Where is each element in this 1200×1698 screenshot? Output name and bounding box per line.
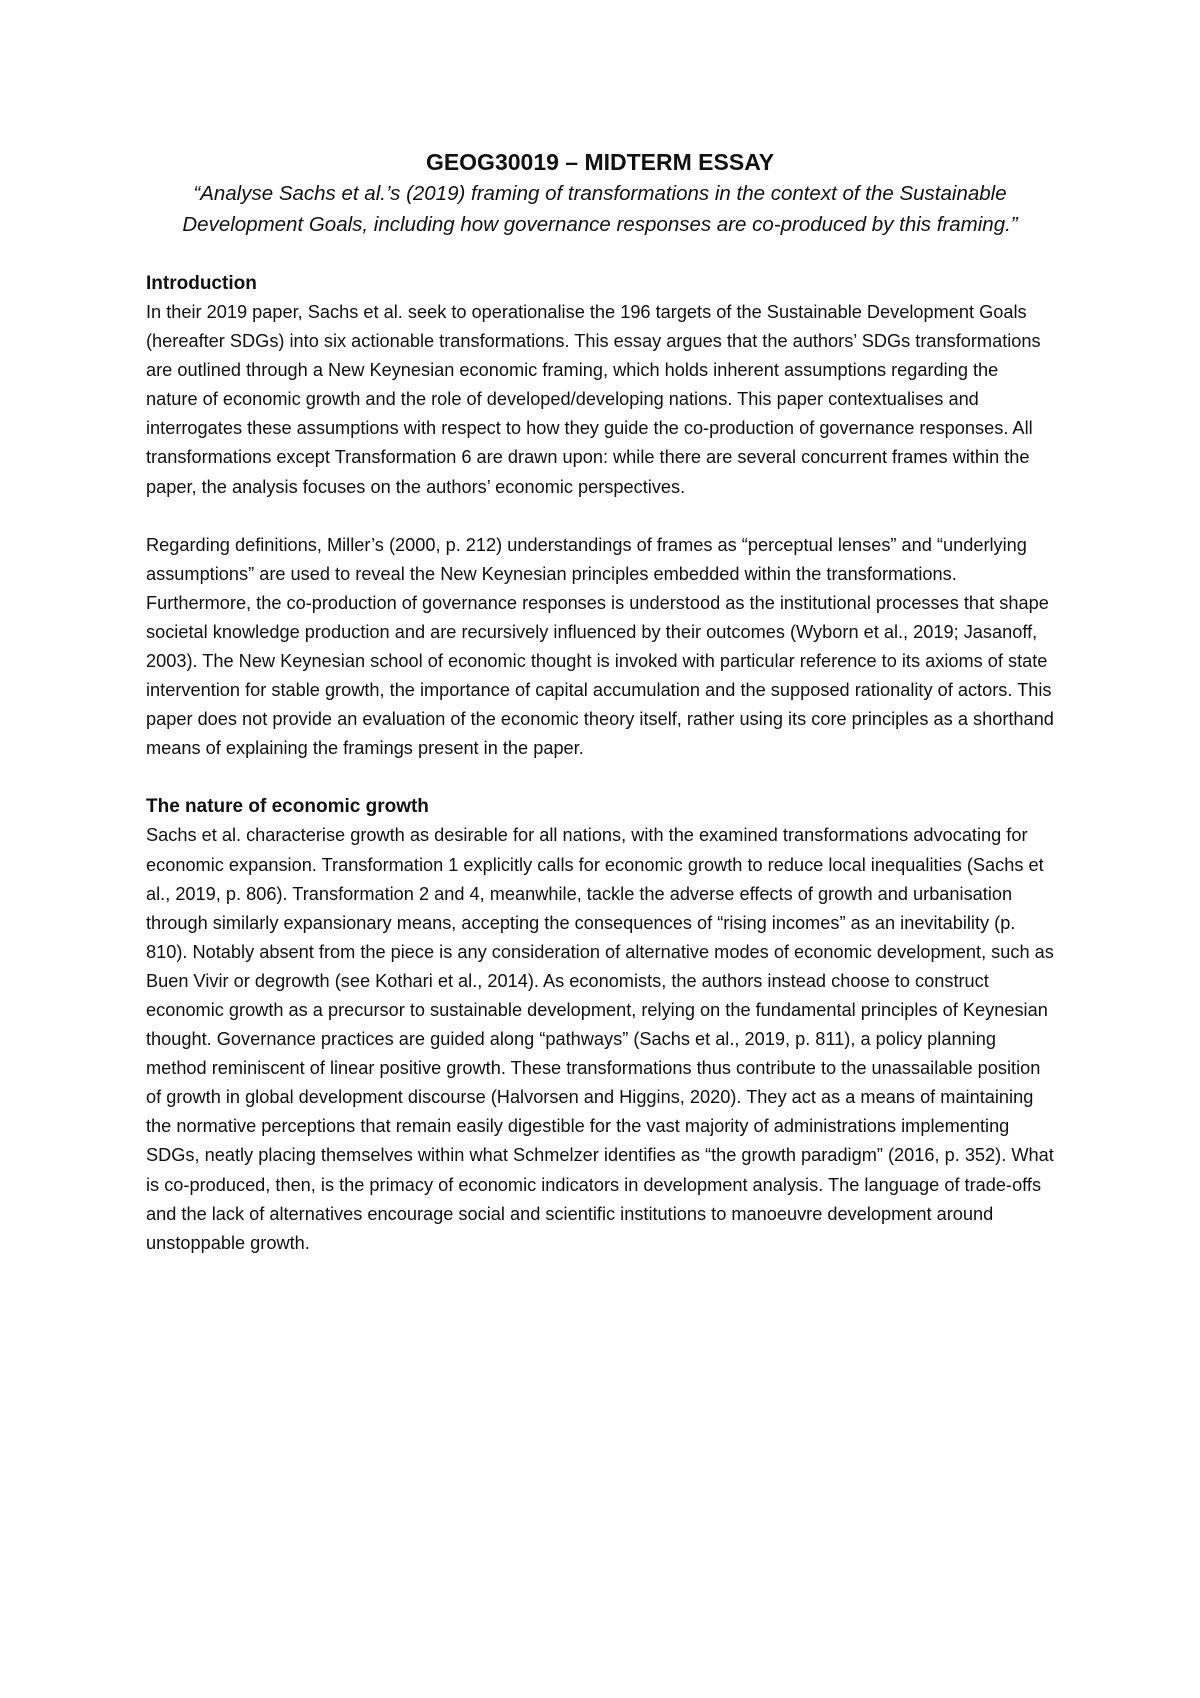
paragraph: Sachs et al. characterise growth as desirable for all nations, with the examined transformations advocating for economic expansion. Transformation 1 explicitly calls for economic growth to reduce local inequalities (Sachs et al., 2019, p. 806). Transformation 2 and 4, meanwhile, tackle the adverse effects of growth and urbanisation through similarly expansionary means, accepting the consequences of “rising incomes” as an inevitability (p. 810). Notably absent from the piece is any consideration of alternative modes of economic development, such as Buen Vivir or degrowth (see Kothari et al., 2014). As economists, the authors instead choose to construct economic growth as a precursor to sustainable development, relying on the fundamental principles of Keynesian thought. Governance practices are guided along “pathways” (Sachs et al., 2019, p. 811), a policy planning method reminiscent of linear positive growth. These transformations thus contribute to the unassailable position of growth in global development discourse (Halvorsen and Higgins, 2020). They act as a means of maintaining the normative perceptions that remain easily digestible for the vast majority of administrations implementing SDGs, neatly placing themselves within what Schmelzer identifies as “the growth paradigm” (2016, p. 352). What is co-produced, then, is the primacy of economic indicators in development analysis. The language of trade-offs and the lack of alternatives encourage social and scientific institutions to manoeuvre development around unstoppable growth. [146, 825, 1054, 1253]
essay-question: “Analyse Sachs et al.’s (2019) framing of transformations in the context of the Sustainable Development Goals, including how governance responses are co-produced by this framing.” [182, 182, 1018, 236]
spacer [146, 240, 1054, 269]
section-introduction [146, 269, 1054, 763]
paragraph: Regarding definitions, Miller’s (2000, p. 212) understandings of frames as “perceptual lenses” and “underlying assumptions” are used to reveal the New Keynesian principles embedded within the transformations. Furthermore, the co-production of governance responses is understood as the institutional processes that shape societal knowledge production and are recursively influenced by their outcomes (Wyborn et al., 2019; Jasanoff, 2003). The New Keynesian school of economic thought is invoked with particular reference to its axioms of state intervention for stable growth, the importance of capital accumulation and the supposed rationality of actors. This paper does not provide an evaluation of the economic theory itself, rather using its core principles as a shorthand means of explaining the framings present in the paper. [146, 534, 1054, 759]
section-heading: The nature of economic growth [146, 796, 429, 818]
section-economic-growth [146, 792, 1054, 1257]
spacer [146, 763, 1054, 792]
spacer [146, 502, 1054, 531]
section-heading: Introduction [146, 273, 257, 294]
document-title: GEOG30019 – MIDTERM ESSAY [425, 149, 775, 175]
paragraph: In their 2019 paper, Sachs et al. seek to operationalise the 196 targets of the Sustainable Development Goals (hereafter SDGs) into six actionable transformations. This essay argues that the authors’ SDGs transformations are outlined through a New Keynesian economic framing, which holds inherent assumptions regarding the nature of economic growth and the role of developed/developing nations. This paper contextualises and interrogates these assumptions with respect to how they guide the co-production of governance responses. All transformations except Transformation 6 are drawn upon: while there are several concurrent frames within the paper, the analysis focuses on the authors’ economic perspectives. [146, 302, 1041, 497]
